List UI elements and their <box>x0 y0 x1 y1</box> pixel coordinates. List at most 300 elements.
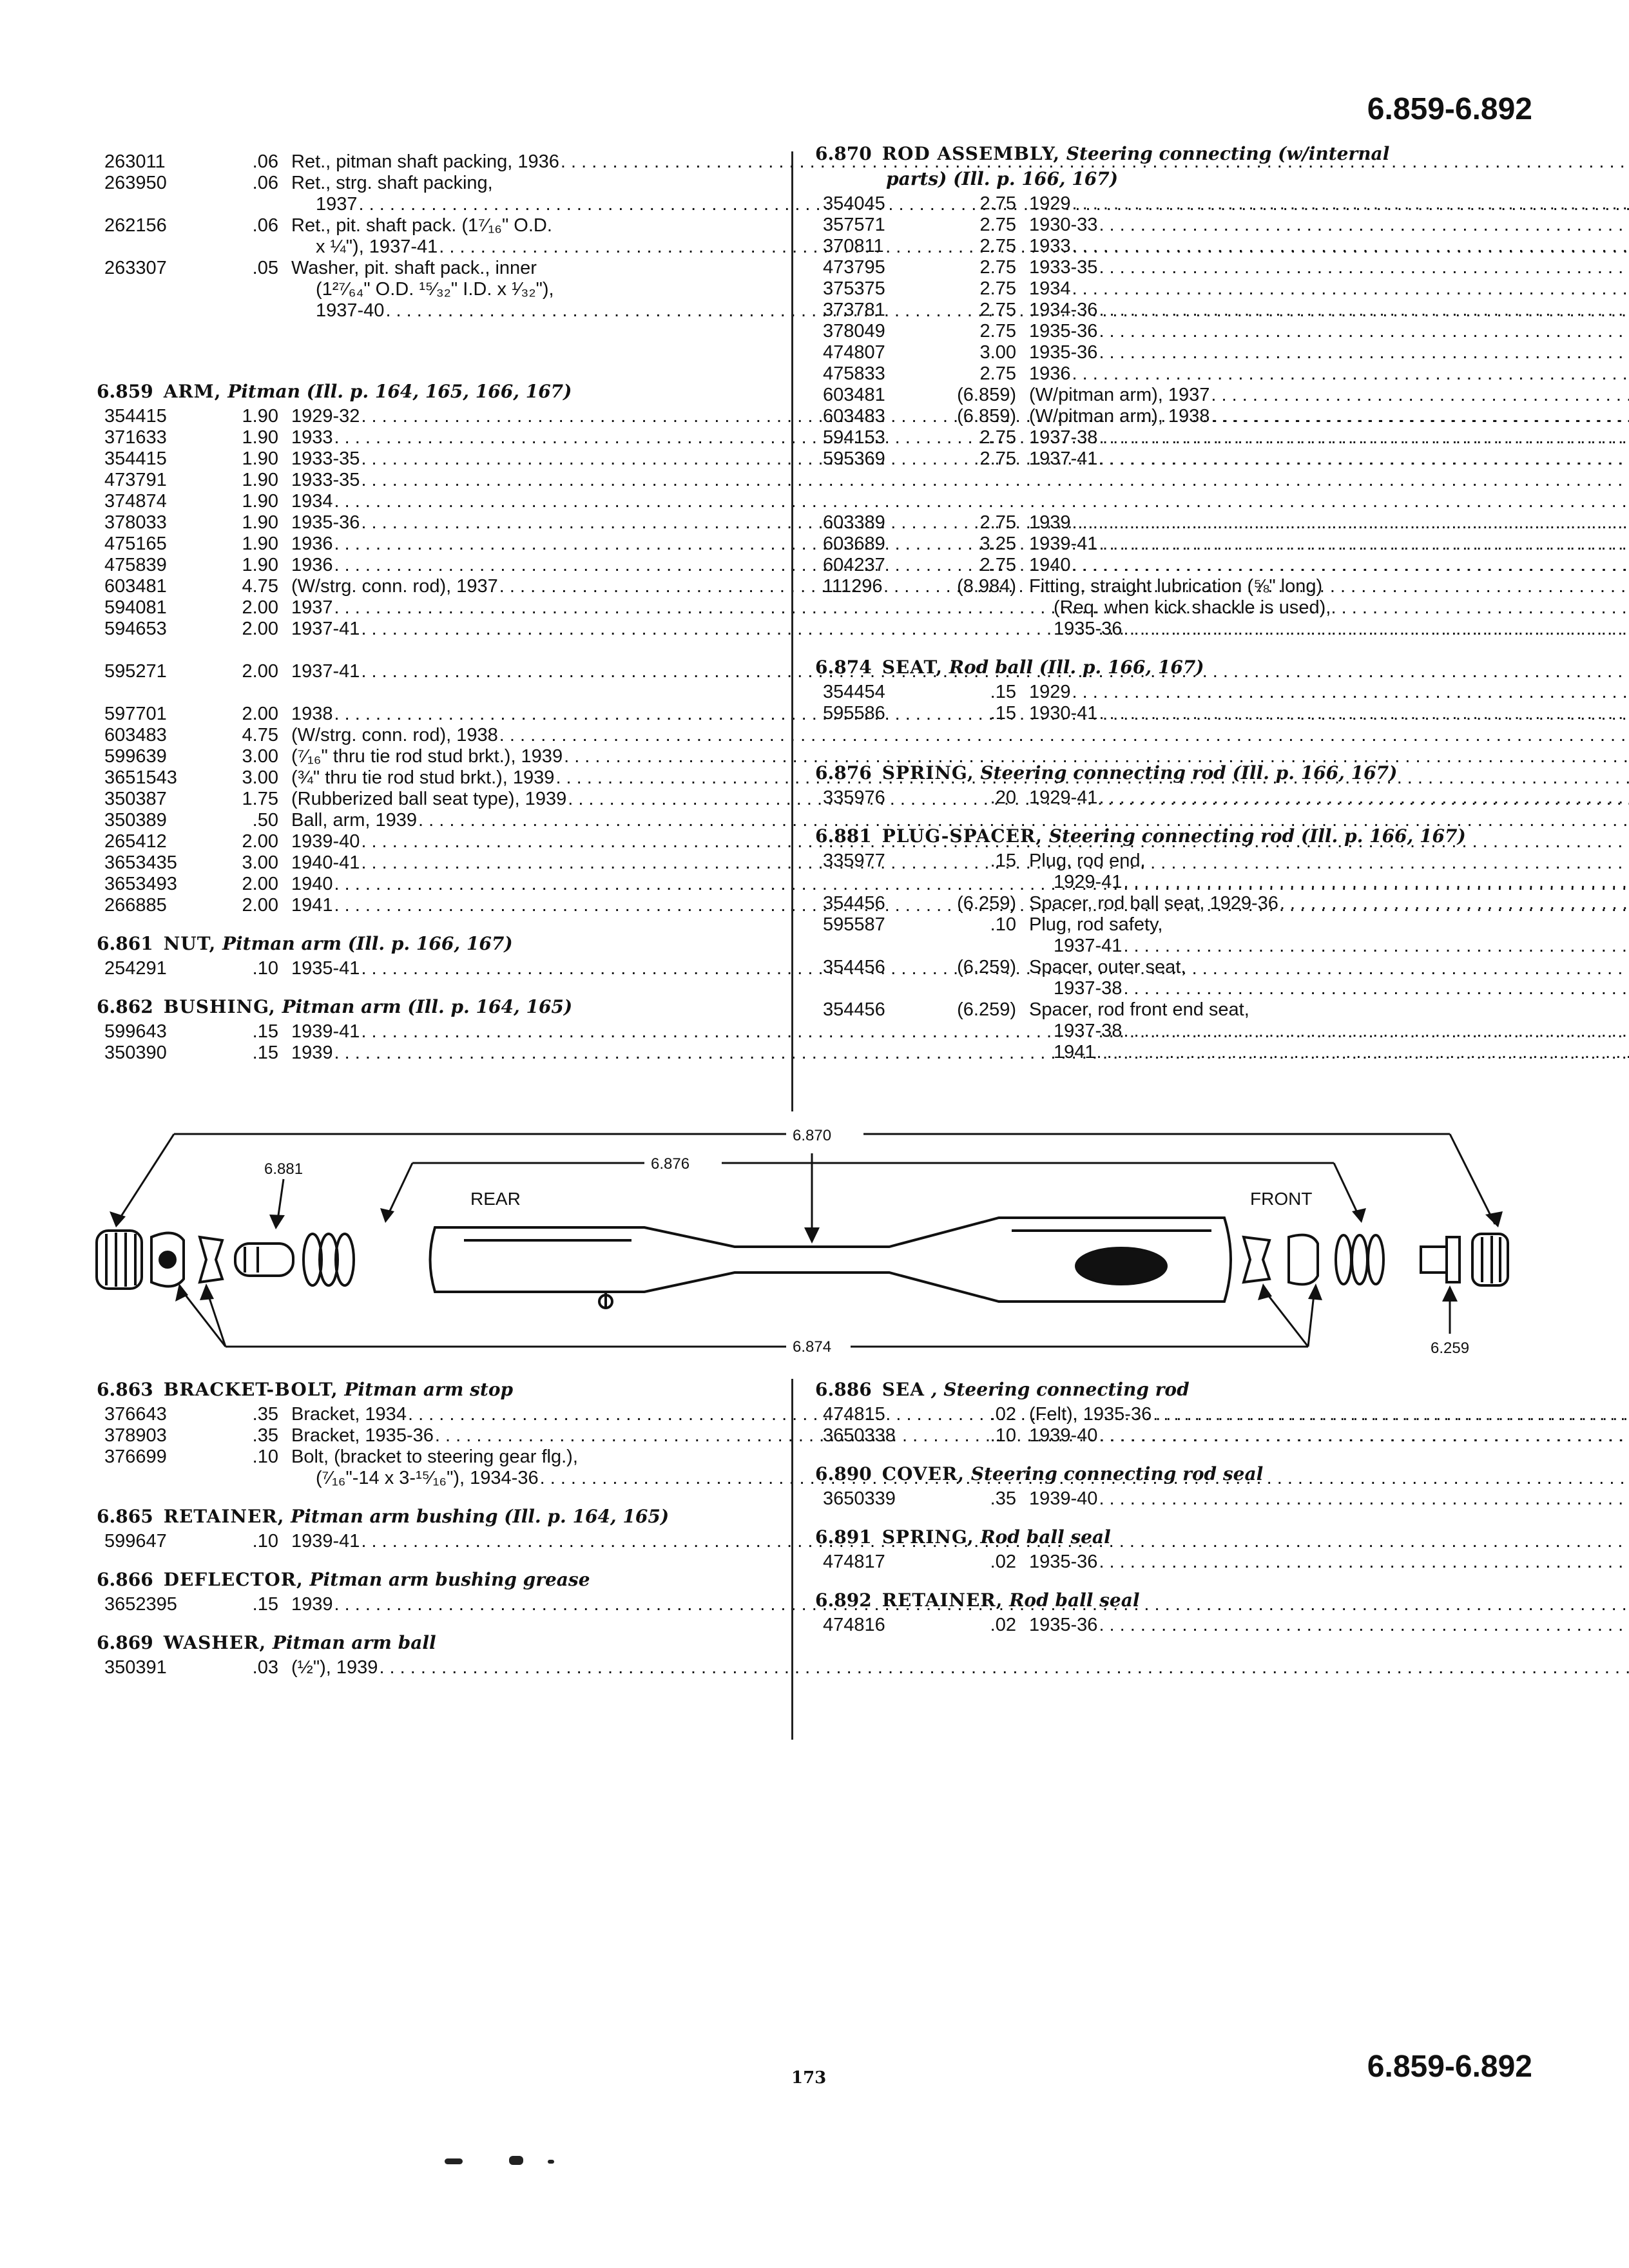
part-description <box>1021 555 1629 576</box>
part-price: 2.75 <box>979 321 1016 341</box>
part-number: 595587 <box>823 914 885 935</box>
parts-section <box>97 1632 796 1678</box>
section-name: PLUG-SPACER, <box>882 825 1043 847</box>
part-price: (6.859) <box>957 385 1016 405</box>
parts-column-bottom-right <box>815 1379 1530 1653</box>
description-line <box>1029 872 1629 893</box>
dot-leader <box>1099 448 1629 470</box>
section-code: 6.886 <box>815 1379 872 1400</box>
description-line <box>1029 193 1629 215</box>
description-text: 1936 <box>1029 363 1071 384</box>
part-number: 474817 <box>823 1552 885 1572</box>
table-row <box>97 874 796 895</box>
description-line <box>1029 1425 1629 1446</box>
dot-leader <box>1072 236 1629 257</box>
description-text: Spacer, outer seat, <box>1029 957 1186 977</box>
part-price: .06 <box>252 173 278 193</box>
part-price: 2.00 <box>242 661 278 682</box>
leader-6876-right-drop <box>1334 1163 1360 1218</box>
part-price: 2.75 <box>979 448 1016 469</box>
part-price: 1.90 <box>242 470 278 490</box>
section-code: 6.874 <box>815 657 872 678</box>
part-description <box>1021 893 1629 914</box>
description-line <box>1029 597 1629 619</box>
description-text: 1939-40 <box>1029 1425 1098 1446</box>
part-number: 474816 <box>823 1615 885 1635</box>
description-line <box>1029 1488 1629 1510</box>
part-price: .10 <box>990 914 1016 935</box>
description-line <box>1029 619 1629 640</box>
table-row <box>97 958 796 979</box>
section-code: 6.890 <box>815 1463 872 1485</box>
description-text: (⁷⁄₁₆" thru tie rod stud brkt.), 1939 <box>291 746 563 767</box>
column-divider-bottom <box>791 1379 793 1740</box>
description-text: Ret., strg. shaft packing, <box>291 173 493 193</box>
section-title <box>815 825 1530 847</box>
section-name: BRACKET-BOLT, <box>163 1379 338 1400</box>
table-row <box>815 555 1530 576</box>
table-row <box>815 215 1530 236</box>
description-text: 1940 <box>1029 555 1071 575</box>
section-name: BUSHING, <box>163 996 276 1017</box>
part-price: 4.75 <box>242 725 278 745</box>
section-subtitle: Pitman (Ill. p. 164, 165, 166, 167) <box>227 381 572 402</box>
description-text: 1929 <box>1029 193 1071 214</box>
description-text: Bracket, 1935-36 <box>291 1425 434 1446</box>
part-number: 376699 <box>104 1446 167 1467</box>
description-text: 1935-36 <box>1054 619 1123 639</box>
parts-section <box>97 381 796 916</box>
description-text: x ¼"), 1937-41 <box>316 236 438 257</box>
table-row <box>97 1425 796 1446</box>
description-line <box>1029 703 1629 724</box>
part-number: 603483 <box>104 725 167 745</box>
part-price: .06 <box>252 151 278 172</box>
part-price: 1.75 <box>242 789 278 809</box>
description-line <box>1029 1404 1629 1425</box>
label-6876: 6.876 <box>651 1155 690 1173</box>
front-end-plug-icon <box>1472 1234 1508 1285</box>
part-description <box>284 1657 1629 1678</box>
description-text: 1937-40 <box>316 300 385 321</box>
section-code: 6.863 <box>97 1379 153 1400</box>
leader-6876-left-drop <box>387 1163 412 1218</box>
section-code: 6.892 <box>815 1590 872 1611</box>
dot-leader <box>1072 278 1629 300</box>
section-name: SPRING, <box>882 762 974 783</box>
table-row <box>97 555 796 576</box>
dot-leader <box>1072 363 1629 385</box>
arrowhead <box>1352 1208 1366 1223</box>
section-subtitle: Pitman arm stop <box>344 1379 514 1400</box>
description-text: 1937-41 <box>1054 936 1123 956</box>
part-number: 3651543 <box>104 767 177 788</box>
description-line <box>1029 427 1629 448</box>
front-ball-seat-icon <box>1289 1235 1318 1285</box>
section-title <box>815 1463 1530 1485</box>
part-number: 3653493 <box>104 874 177 894</box>
description-line <box>1029 512 1629 533</box>
part-description <box>1021 193 1629 215</box>
part-description <box>1021 576 1629 640</box>
part-description <box>1021 850 1629 893</box>
description-text: 1939-40 <box>291 831 360 852</box>
table-row <box>97 852 796 874</box>
steering-rod-diagram <box>77 1115 1559 1372</box>
label-6870: 6.870 <box>793 1127 832 1144</box>
description-line <box>1029 978 1629 999</box>
part-price: .02 <box>990 1552 1016 1572</box>
arrowhead <box>269 1215 285 1229</box>
front-spring-icon <box>1336 1235 1383 1284</box>
section-title <box>815 762 1530 783</box>
section-subtitle: Pitman arm bushing (Ill. p. 164, 165) <box>291 1506 670 1527</box>
part-description <box>1021 215 1629 236</box>
section-code: 6.881 <box>815 825 872 847</box>
dot-leader <box>1123 936 1629 957</box>
description-text: 1933-35 <box>291 448 360 469</box>
description-text: Ball, arm, 1939 <box>291 810 418 831</box>
table-row <box>815 850 1530 893</box>
parts-section <box>815 825 1530 1063</box>
table-row <box>815 427 1530 448</box>
part-description <box>1021 682 1629 703</box>
description-text: 1934-36 <box>1029 300 1098 320</box>
description-line <box>1029 1615 1629 1636</box>
table-row <box>97 491 796 512</box>
part-number: 378049 <box>823 321 885 341</box>
description-text: Plug, rod end, <box>1029 850 1146 871</box>
table-row <box>97 895 796 916</box>
parts-section <box>97 1379 796 1489</box>
description-text: 1937-38 <box>1054 978 1123 999</box>
section-subtitle: Steering connecting (w/internal <box>1066 143 1390 164</box>
description-line <box>1029 470 1629 491</box>
parts-section <box>815 657 1530 745</box>
description-text: 1939-40 <box>1029 1488 1098 1509</box>
part-description <box>1021 427 1629 448</box>
part-number: 111296 <box>823 576 883 597</box>
table-row <box>97 1043 796 1064</box>
dot-leader <box>1211 406 1629 427</box>
section-title <box>815 1379 1530 1400</box>
part-description <box>1021 1425 1629 1446</box>
description-text: 1929-41 <box>1054 872 1123 892</box>
part-number: 373781 <box>823 300 885 320</box>
part-price: 3.00 <box>979 342 1016 363</box>
description-line <box>1029 257 1629 278</box>
table-row <box>815 257 1530 278</box>
table-row <box>815 1404 1530 1425</box>
part-price: .20 <box>990 787 1016 808</box>
section-subtitle: Rod ball seal <box>980 1526 1111 1548</box>
part-price: 1.90 <box>242 555 278 575</box>
rear-plug-icon <box>235 1244 293 1276</box>
table-row <box>97 1021 796 1043</box>
section-subtitle-2: parts) (Ill. p. 166, 167) <box>886 168 1118 189</box>
part-number: 378033 <box>104 512 167 533</box>
table-row <box>97 448 796 470</box>
table-row <box>815 406 1530 427</box>
table-row <box>97 1404 796 1425</box>
page-range-footer: 6.859-6.892 <box>1367 2050 1532 2084</box>
table-row <box>97 1594 796 1615</box>
dot-leader <box>1099 342 1629 363</box>
part-number: 595586 <box>823 703 885 724</box>
part-description <box>1021 278 1629 300</box>
part-number: 594081 <box>104 597 167 618</box>
description-text: 1938 <box>291 704 333 724</box>
part-number: 474815 <box>823 1404 885 1425</box>
section-subtitle: Pitman arm (Ill. p. 166, 167) <box>222 933 513 954</box>
part-description <box>1021 321 1629 342</box>
description-text: Washer, pit. shaft pack., inner <box>291 258 537 278</box>
part-price: 3.25 <box>979 533 1016 554</box>
part-number: 354045 <box>823 193 885 214</box>
table-row <box>97 258 796 364</box>
dot-leader <box>1280 893 1629 914</box>
parts-section <box>815 1379 1530 1446</box>
description-line <box>1029 1042 1629 1063</box>
part-price: (6.259) <box>957 893 1016 914</box>
description-line <box>1029 957 1629 978</box>
description-text: 1939-41 <box>1029 533 1098 554</box>
part-price: 4.75 <box>242 576 278 597</box>
page-range-header: 6.859-6.892 <box>1367 92 1532 126</box>
description-text: 1930-41 <box>1029 703 1098 724</box>
table-row <box>815 576 1530 640</box>
description-text: 1929-32 <box>291 406 360 427</box>
description-line <box>1029 936 1629 957</box>
dot-leader <box>1211 385 1629 406</box>
parts-section <box>815 1463 1530 1510</box>
description-text: 1937-41 <box>1029 448 1098 469</box>
section-code: 6.859 <box>97 381 153 402</box>
section-title <box>97 1379 796 1400</box>
part-number: 350390 <box>104 1043 167 1063</box>
section-subtitle: Steering connecting rod seal <box>970 1463 1264 1485</box>
table-row <box>97 810 796 831</box>
description-line <box>1029 893 1629 914</box>
parts-section <box>97 996 796 1064</box>
table-row <box>97 576 796 597</box>
part-description <box>1021 914 1629 957</box>
part-price: 1.90 <box>242 533 278 554</box>
part-price: (6.259) <box>957 999 1016 1020</box>
description-line <box>1029 1552 1629 1573</box>
part-description <box>1021 1552 1629 1573</box>
description-text: (Felt), 1935-36 <box>1029 1404 1152 1425</box>
part-price: 2.75 <box>979 555 1016 575</box>
part-number: 265412 <box>104 831 167 852</box>
dot-leader <box>379 1657 1629 1678</box>
description-text: 1941 <box>1054 1042 1095 1062</box>
table-row <box>815 787 1530 809</box>
description-text: (⁷⁄₁₆"-14 x 3-¹⁵⁄₁₆"), 1934-36 <box>316 1468 539 1488</box>
part-price: 2.75 <box>979 236 1016 256</box>
section-title <box>97 996 796 1017</box>
part-number: 599647 <box>104 1531 167 1552</box>
table-row <box>815 957 1530 999</box>
arrowhead <box>175 1283 188 1302</box>
part-number: 263011 <box>104 151 166 172</box>
part-price: .35 <box>990 1488 1016 1509</box>
part-price: 1.90 <box>242 512 278 533</box>
section-subtitle: Rod ball seal <box>1009 1590 1140 1611</box>
section-subtitle: Pitman arm ball <box>272 1632 436 1653</box>
connecting-rod-icon <box>430 1218 1231 1308</box>
part-number: 3650339 <box>823 1488 896 1509</box>
leader-6870-left-drop <box>116 1134 174 1224</box>
section-code: 6.862 <box>97 996 153 1017</box>
arrowhead <box>804 1227 820 1244</box>
page-number: 173 <box>791 2068 827 2088</box>
section-name: COVER, <box>882 1463 965 1485</box>
arrowhead <box>1485 1211 1503 1227</box>
description-text: 1933-35 <box>1029 257 1098 278</box>
scan-speck <box>445 2158 463 2164</box>
part-number: 475165 <box>104 533 167 554</box>
part-price: 2.00 <box>242 895 278 916</box>
table-row <box>815 1488 1530 1510</box>
table-row <box>97 597 796 619</box>
part-number: 603389 <box>823 512 885 533</box>
description-line <box>1029 491 1629 512</box>
dot-leader <box>1072 193 1629 215</box>
part-description <box>1021 385 1629 406</box>
description-text: 1935-36 <box>1029 321 1098 341</box>
description-line <box>1029 1021 1629 1042</box>
part-description <box>1021 448 1629 512</box>
part-price: 3.00 <box>242 852 278 873</box>
section-subtitle: Steering connecting rod (Ill. p. 166, 167) <box>1048 825 1466 847</box>
part-price: .15 <box>252 1043 278 1063</box>
description-text: Spacer, rod front end seat, <box>1029 999 1249 1020</box>
description-line <box>1029 342 1629 363</box>
description-line <box>1029 914 1629 936</box>
section-name: ARM, <box>163 381 222 402</box>
table-row <box>815 278 1530 300</box>
section-title <box>815 1590 1530 1611</box>
part-description <box>1021 342 1629 363</box>
part-price: 2.75 <box>979 278 1016 299</box>
table-row <box>815 1615 1530 1636</box>
description-line <box>1029 406 1629 427</box>
section-subtitle: Pitman arm bushing grease <box>309 1569 590 1590</box>
part-number: 3653435 <box>104 852 177 873</box>
description-text: 1941 <box>291 895 333 916</box>
section-title <box>97 1632 796 1653</box>
dot-leader <box>1072 555 1629 576</box>
table-row <box>815 682 1530 703</box>
part-description <box>1021 1615 1629 1636</box>
dot-leader <box>1099 427 1629 448</box>
dot-leader <box>1099 703 1629 724</box>
part-price: 1.90 <box>242 491 278 512</box>
description-text: 1929 <box>1029 682 1071 702</box>
description-text: 1939 <box>291 1043 333 1063</box>
table-row <box>97 767 796 789</box>
part-price: 2.75 <box>979 512 1016 533</box>
part-price: .15 <box>990 850 1016 871</box>
dot-leader <box>1099 1615 1629 1636</box>
part-description <box>1021 1488 1629 1510</box>
table-row <box>97 725 796 746</box>
table-row <box>815 893 1530 914</box>
part-number: 594653 <box>104 619 167 639</box>
description-line <box>1029 448 1629 470</box>
description-text: 1939-41 <box>291 1021 360 1042</box>
part-price: 2.75 <box>979 193 1016 214</box>
description-line <box>1029 215 1629 236</box>
description-line <box>1029 999 1629 1021</box>
description-text: 1935-36 <box>1029 1552 1098 1572</box>
part-number: 335976 <box>823 787 885 808</box>
part-number: 378903 <box>104 1425 167 1446</box>
section-title <box>97 933 796 954</box>
section-code: 6.866 <box>97 1569 153 1590</box>
part-price: .02 <box>990 1615 1016 1635</box>
description-text: 1935-36 <box>1029 1615 1098 1635</box>
section-code: 6.876 <box>815 762 872 783</box>
part-price: 1.90 <box>242 427 278 448</box>
description-text: 1936 <box>291 555 333 575</box>
description-text: 1935-36 <box>1029 342 1098 363</box>
description-text: 1939 <box>291 1594 333 1615</box>
description-text: 1937-41 <box>291 619 360 639</box>
part-price: .50 <box>252 810 278 831</box>
parts-section <box>815 1590 1530 1636</box>
description-text: 1939-41 <box>291 1531 360 1552</box>
part-number: 354415 <box>104 406 167 427</box>
front-spacer-6259-icon <box>1421 1237 1460 1282</box>
part-number: 254291 <box>104 958 167 979</box>
description-line <box>1029 300 1629 321</box>
table-row <box>815 703 1530 745</box>
column-divider-top <box>791 151 793 1111</box>
parts-section <box>97 1569 796 1615</box>
description-text: 1934 <box>1029 278 1071 299</box>
description-text: Plug, rod safety, <box>1029 914 1163 935</box>
table-row <box>815 1425 1530 1446</box>
rear-spring-icon <box>304 1234 354 1285</box>
part-price: 3.00 <box>242 746 278 767</box>
part-number: 603481 <box>104 576 167 597</box>
dot-leader <box>1099 300 1629 321</box>
part-price: .15 <box>252 1594 278 1615</box>
part-number: 599639 <box>104 746 167 767</box>
description-text: 1936 <box>291 533 333 554</box>
section-title-continued <box>815 168 1530 189</box>
part-number: 263950 <box>104 173 167 193</box>
dot-leader <box>1099 533 1629 555</box>
description-text: 1933-35 <box>291 470 360 490</box>
part-price: .06 <box>252 215 278 236</box>
parts-section <box>815 1526 1530 1573</box>
description-text: Fitting, straight lubrication (⅝" long) <box>1029 576 1323 597</box>
description-line <box>1029 850 1629 872</box>
section-title <box>97 1569 796 1590</box>
description-text: Bracket, 1934 <box>291 1404 407 1425</box>
part-description <box>1021 236 1629 257</box>
section-code: 6.861 <box>97 933 153 954</box>
table-row <box>815 300 1530 321</box>
part-price: .02 <box>990 1404 1016 1425</box>
table-row <box>815 236 1530 257</box>
description-text: (Rubberized ball seat type), 1939 <box>291 789 567 809</box>
table-row <box>815 914 1530 957</box>
dot-leader <box>1123 619 1629 640</box>
